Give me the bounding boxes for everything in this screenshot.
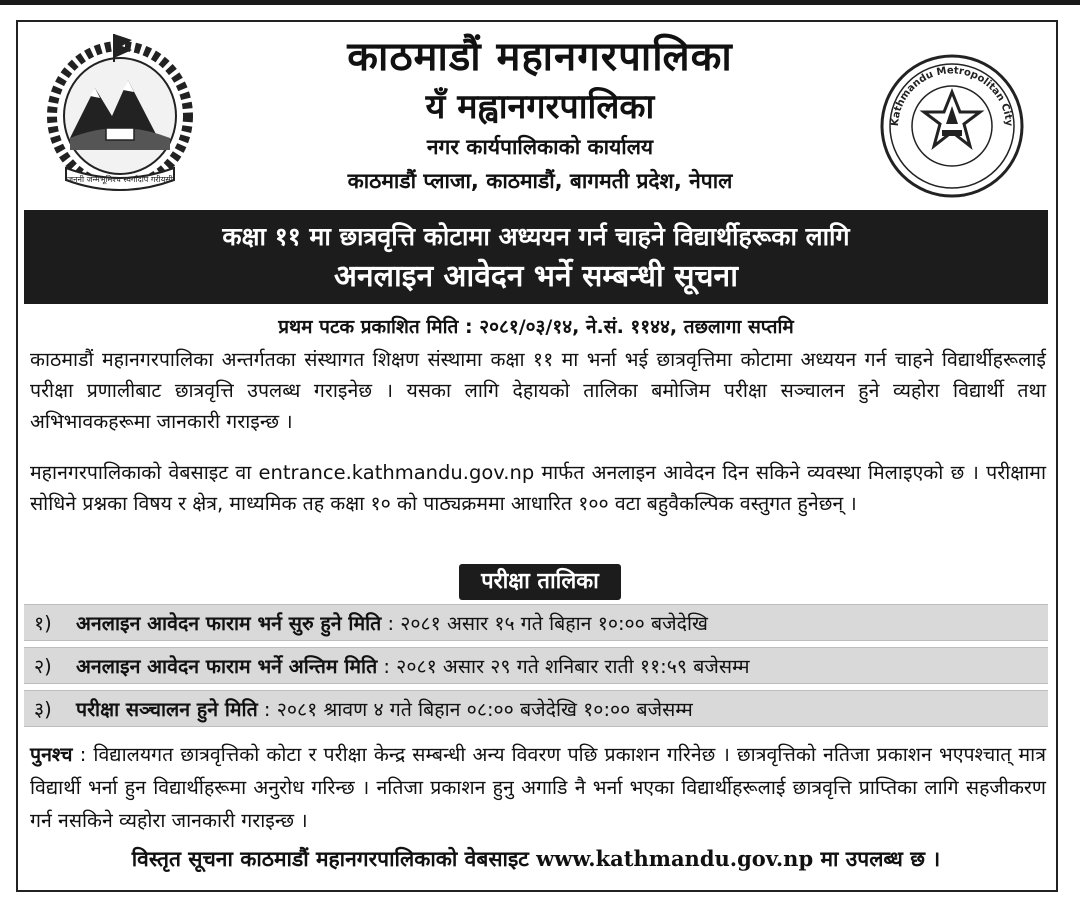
schedule-row <box>24 690 1048 727</box>
seal-text: Kathmandu Metropolitan City <box>889 65 1015 127</box>
schedule-heading: परीक्षा तालिका <box>459 564 621 600</box>
website-paragraph: महानगरपालिकाको वेबसाइट वा entrance.kathmandu.gov.np मार्फत अनलाइन आवेदन दिन सकिने व्यवस्था मिलाइएको छ । परीक्षामा सोधिने प्रश्नका विषय र क्षेत्र, माध्यमिक तह कक्षा १० को पाठ्यक्रममा आधारित १०० वटा बहुवैकल्पिक वस्तुगत हुनेछन् । <box>30 461 1046 515</box>
nepal-coat-of-arms-icon <box>40 28 200 198</box>
schedule-row <box>24 647 1048 684</box>
notice-title-banner <box>24 210 1048 304</box>
municipality-title: काठमाडौं महानगरपालिका <box>347 34 733 80</box>
postscript-lead: पुनश्च <box>30 743 73 766</box>
notice-title-line1: कक्षा ११ मा छात्रवृत्ति कोटामा अध्ययन गर्न चाहने विद्यार्थीहरूका लागि <box>222 222 850 251</box>
footer-text-before: विस्तृत सूचना काठमाडौं महानगरपालिकाको वेबसाइट <box>131 847 537 871</box>
intro-paragraph: काठमाडौं महानगरपालिका अन्तर्गतका संस्थागत शिक्षण संस्थामा कक्षा ११ मा भर्ना भई छात्रवृत्तिमा कोटामा अध्ययन गर्न चाहने विद्यार्थीहरूलाई परीक्षा प्रणालीबाट छात्रवृत्ति उपलब्ध गराइनेछ । यसका लागि देहायको तालिका बमोजिम परीक्षा सञ्चालन हुने व्यहोरा विद्यार्थी तथा अभिभावकहरूमा जानकारी गराइन्छ । <box>30 348 1046 433</box>
postscript <box>30 738 1046 837</box>
letterhead <box>220 30 860 198</box>
office-address: काठमाडौं प्लाजा, काठमाडौं, बागमती प्रदेश, नेपाल <box>347 169 733 193</box>
top-rule <box>0 0 1080 5</box>
schedule-row <box>24 604 1048 641</box>
svg-text:जननी जन्मभूमिश्च स्वर्गादपि गर: जननी जन्मभूमिश्च स्वर्गादपि गरीयसी <box>67 175 173 184</box>
row-number: १) <box>34 612 52 635</box>
row-label: परीक्षा सञ्चालन हुने मिति <box>76 698 258 721</box>
office-name: नगर कार्यपालिकाको कार्यालय <box>426 135 654 159</box>
footer-text-after: मा उपलब्ध छ । <box>813 847 941 871</box>
schedule-table <box>24 604 1048 733</box>
row-label: अनलाइन आवेदन फाराम भर्न सुरु हुने मिति <box>76 612 382 635</box>
kathmandu-metropolitan-city-seal-icon <box>876 50 1028 202</box>
row-number: ३) <box>34 698 52 721</box>
row-number: २) <box>34 655 52 678</box>
footer-note <box>24 842 1048 876</box>
published-date: प्रथम पटक प्रकाशित मिति : २०८१/०३/१४, ने.सं. ११४४, तछलागा सप्तमि <box>278 316 794 338</box>
row-value: : २०८१ श्रावण ४ गते बिहान ०८:०० बजेदेखि १०:०० बजेसम्म <box>263 698 693 721</box>
notice-title-line2: अनलाइन आवेदन भर्ने सम्बन्धी सूचना <box>334 259 738 294</box>
postscript-text: : विद्यालयगत छात्रवृत्तिको कोटा र परीक्षा केन्द्र सम्बन्धी अन्य विवरण पछि प्रकाशन गरिनेछ । छात्रवृत्तिको नतिजा प्रकाशन भएपश्चात् मात्र विद्यार्थी भर्ना हुन विद्यार्थीहरूमा अनुरोध गरिन्छ । नतिजा प्रकाशन हुनु अगाडि नै भर्ना भएका विद्यार्थीहरूलाई छात्रवृत्ति प्राप्तिका लागि सहजीकरण गर्न नसकिने व्यहोरा जानकारी गराइन्छ । <box>30 743 1046 832</box>
schedule-heading-wrap <box>0 564 1080 600</box>
municipality-title-newari: यँ मह्वानगरपालिका <box>425 87 655 127</box>
website-link[interactable]: www.kathmandu.gov.np <box>536 846 814 871</box>
row-value: : २०८१ असार १५ गते बिहान १०:०० बजेदेखि <box>387 612 708 635</box>
row-value: : २०८१ असार २९ गते शनिबार राती ११:५९ बजेसम्म <box>383 655 750 678</box>
row-label: अनलाइन आवेदन फाराम भर्ने अन्तिम मिति <box>76 655 378 678</box>
